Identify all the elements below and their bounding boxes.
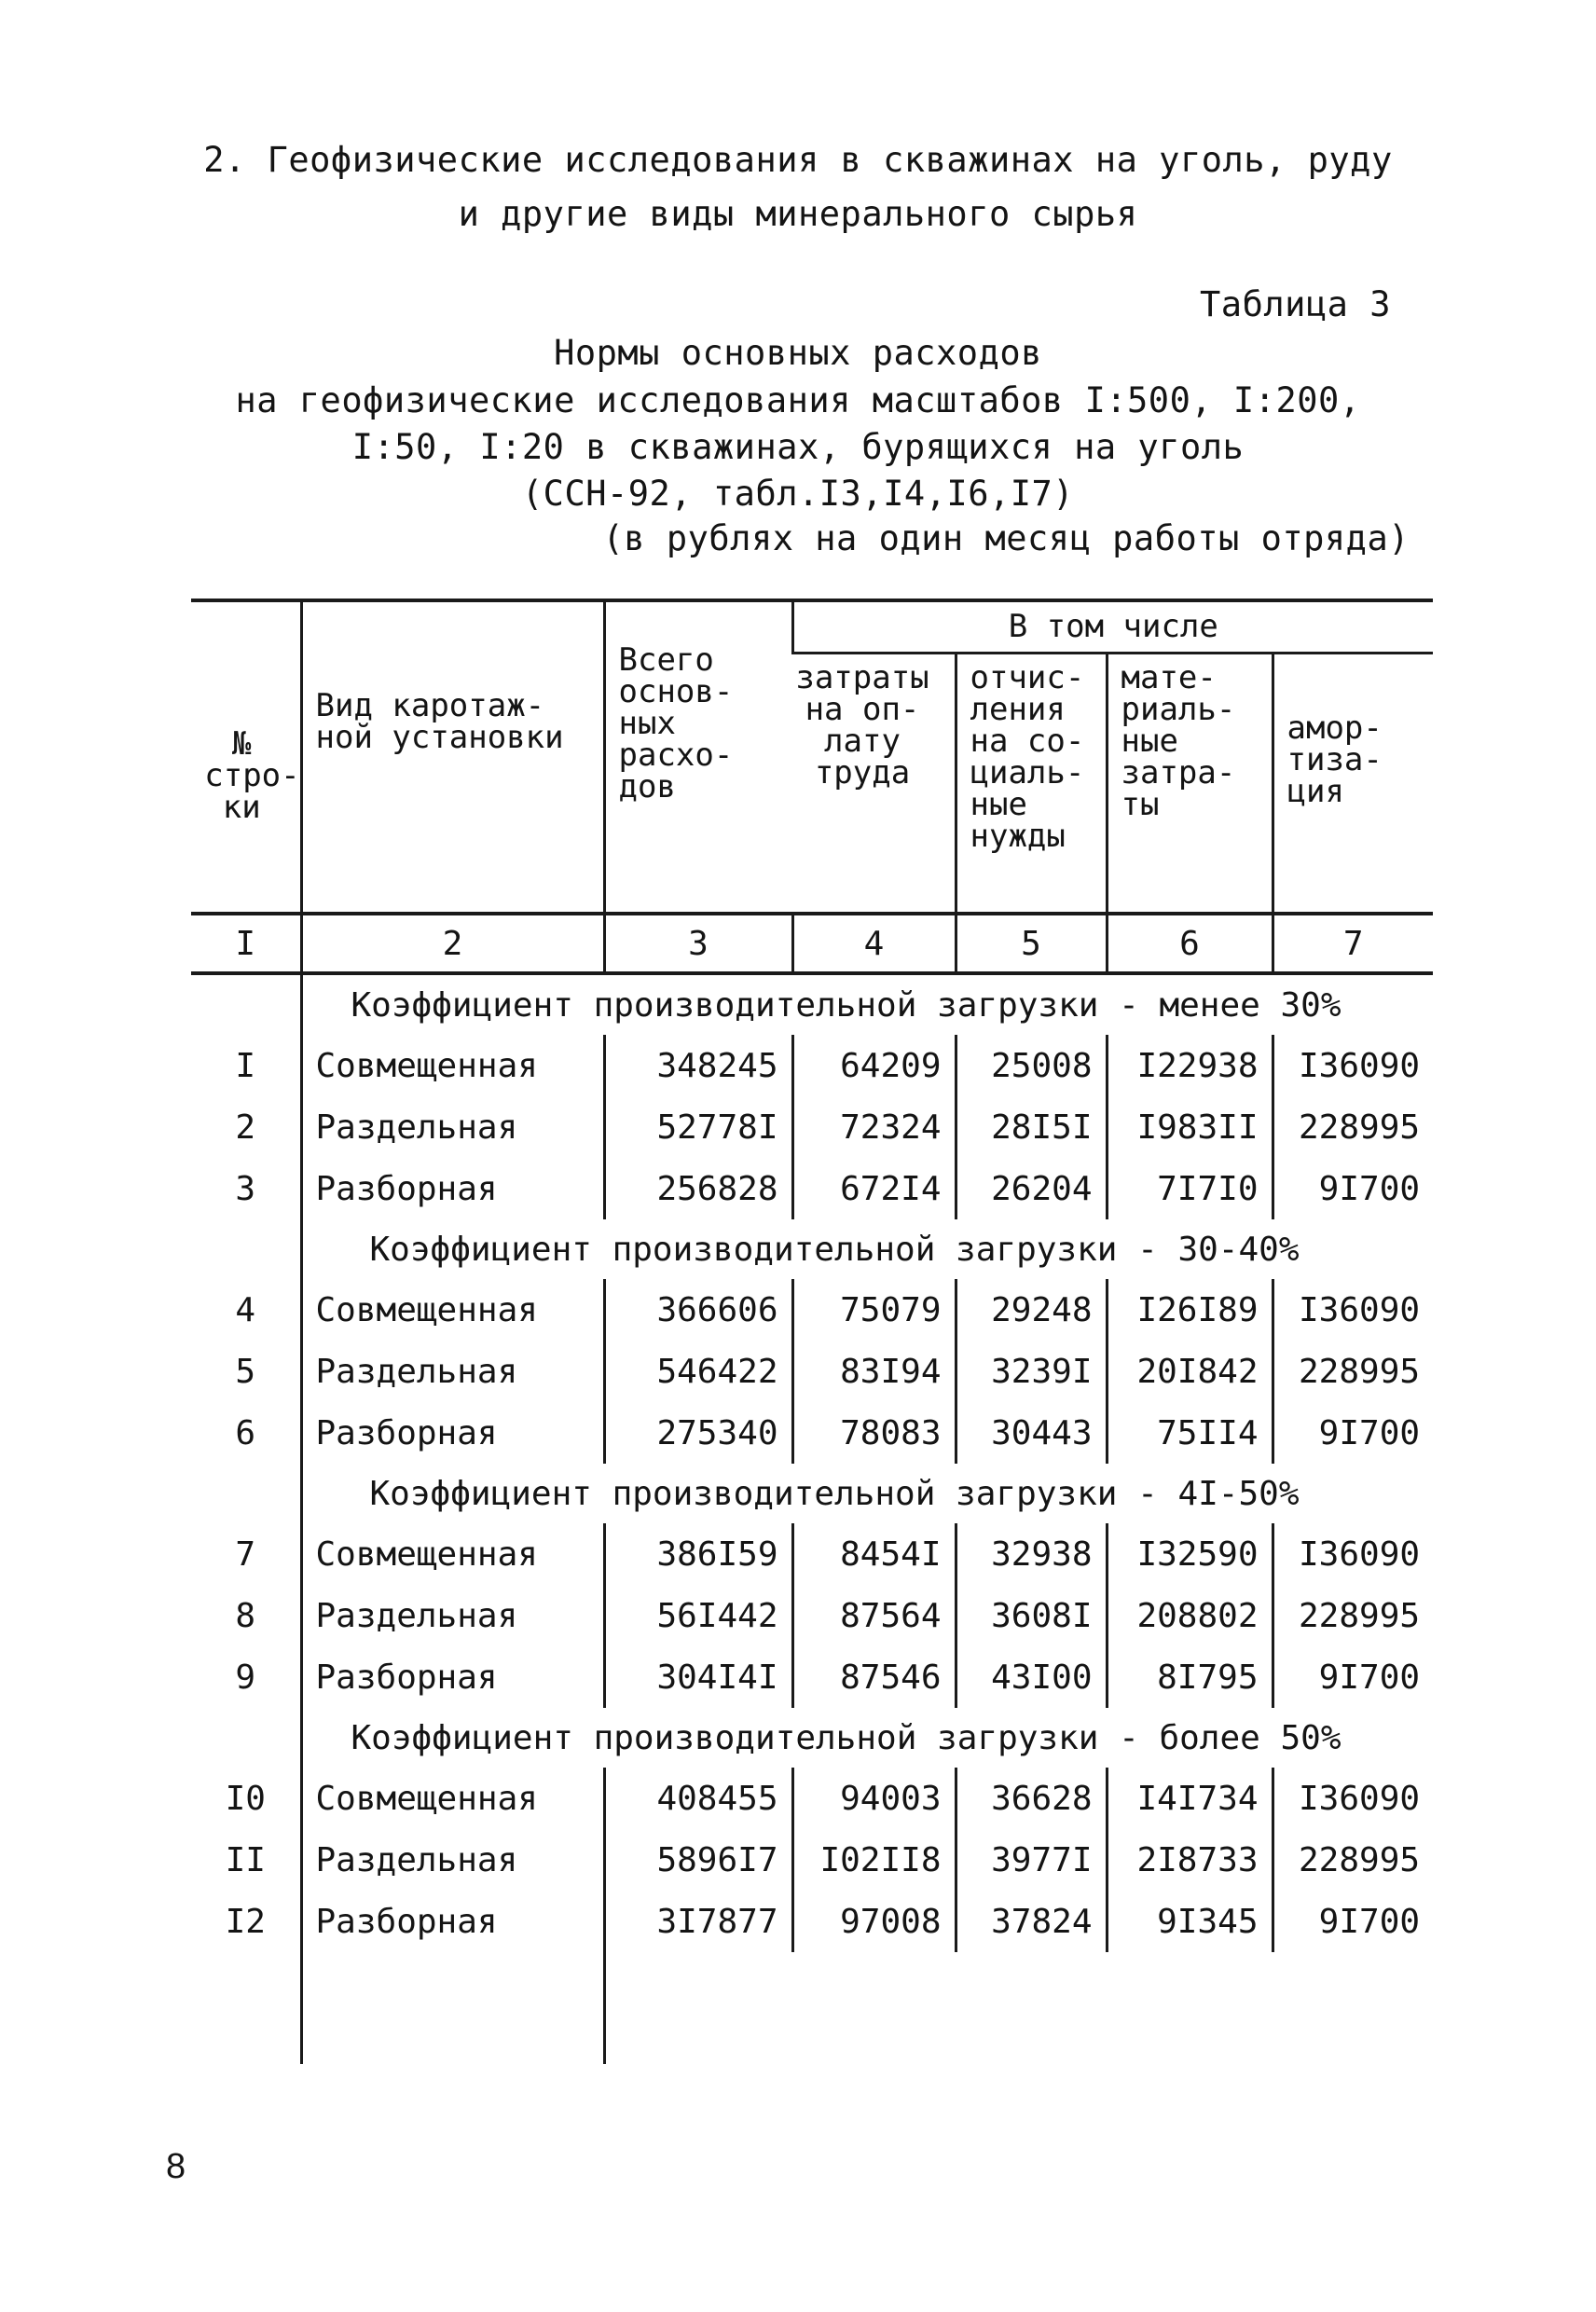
section-row xyxy=(191,1219,1433,1279)
caption-line-5: (в рублях на один месяц работы отряда) xyxy=(602,518,1410,558)
column-number: 2 xyxy=(301,914,604,973)
row-number: I2 xyxy=(225,1902,266,1941)
section-heading-line-2: и другие виды минерального сырья xyxy=(458,194,1138,234)
amortization-cell: 228995 xyxy=(1273,1829,1433,1891)
total-cell: 52778I xyxy=(604,1096,792,1158)
row-number: 5 xyxy=(235,1352,256,1391)
total-cell: 408455 xyxy=(604,1768,792,1829)
caption-line-1: Нормы основных расходов xyxy=(554,333,1042,373)
labor-cell: 87546 xyxy=(792,1646,956,1708)
column-number: 6 xyxy=(1107,914,1273,973)
amortization-cell: 9I700 xyxy=(1273,1891,1433,1952)
header-material-costs: мате-риаль-ные затра-ты xyxy=(1107,654,1273,915)
materials-cell: I4I734 xyxy=(1107,1768,1273,1829)
labor-cell: 64209 xyxy=(792,1035,956,1096)
social-cell: 43I00 xyxy=(956,1646,1107,1708)
row-number: 4 xyxy=(235,1290,256,1329)
social-cell: 37824 xyxy=(956,1891,1107,1952)
table-row xyxy=(191,1158,1433,1219)
materials-cell: 9I345 xyxy=(1107,1891,1273,1952)
materials-cell: 75II4 xyxy=(1107,1402,1273,1464)
table-row xyxy=(191,1891,1433,1952)
social-cell: 29248 xyxy=(956,1279,1107,1341)
amortization-cell: I36090 xyxy=(1273,1035,1433,1096)
social-cell: 3239I xyxy=(956,1341,1107,1402)
table-row xyxy=(191,1768,1433,1829)
section-title: Коэффициент производительной загрузки - менее 30% xyxy=(301,973,1433,1035)
materials-cell: I983II xyxy=(1107,1096,1273,1158)
social-cell: 36628 xyxy=(956,1768,1107,1829)
materials-cell: I26I89 xyxy=(1107,1279,1273,1341)
unit-type-cell: Разборная xyxy=(301,1402,604,1464)
total-cell: 546422 xyxy=(604,1341,792,1402)
total-cell: 56I442 xyxy=(604,1585,792,1646)
unit-type-cell: Раздельная xyxy=(301,1096,604,1158)
total-cell: 256828 xyxy=(604,1158,792,1219)
amortization-cell: 228995 xyxy=(1273,1585,1433,1646)
table-row xyxy=(191,1585,1433,1646)
column-number: 3 xyxy=(604,914,792,973)
row-number: 8 xyxy=(235,1596,256,1635)
section-title: Коэффициент производительной загрузки - более 50% xyxy=(301,1708,1433,1768)
amortization-cell: 9I700 xyxy=(1273,1402,1433,1464)
unit-type-cell: Совмещенная xyxy=(301,1523,604,1585)
table-row xyxy=(191,1341,1433,1402)
section-row xyxy=(191,1708,1433,1768)
materials-cell: 8I795 xyxy=(1107,1646,1273,1708)
social-cell: 25008 xyxy=(956,1035,1107,1096)
amortization-cell: 228995 xyxy=(1273,1096,1433,1158)
caption-line-4: (ССН-92, табл.I3,I4,I6,I7) xyxy=(521,474,1075,514)
table-tail xyxy=(191,1952,1433,2064)
table-label: Таблица 3 xyxy=(1200,284,1391,324)
labor-cell: 87564 xyxy=(792,1585,956,1646)
header-amortization: амор-тиза-ция xyxy=(1273,654,1433,915)
labor-cell: 8454I xyxy=(792,1523,956,1585)
labor-cell: 672I4 xyxy=(792,1158,956,1219)
row-number: 2 xyxy=(235,1108,256,1147)
header-total-costs: Всего основ-ных расхо-дов xyxy=(604,601,792,914)
total-cell: 275340 xyxy=(604,1402,792,1464)
materials-cell: 7I7I0 xyxy=(1107,1158,1273,1219)
total-cell: 304I4I xyxy=(604,1646,792,1708)
row-number: 9 xyxy=(235,1658,256,1697)
total-cell: 366606 xyxy=(604,1279,792,1341)
row-number: 7 xyxy=(235,1534,256,1574)
social-cell: 3608I xyxy=(956,1585,1107,1646)
unit-type-cell: Разборная xyxy=(301,1891,604,1952)
labor-cell: 97008 xyxy=(792,1891,956,1952)
materials-cell: 20I842 xyxy=(1107,1341,1273,1402)
unit-type-cell: Совмещенная xyxy=(301,1768,604,1829)
total-cell: 5896I7 xyxy=(604,1829,792,1891)
amortization-cell: 9I700 xyxy=(1273,1646,1433,1708)
amortization-cell: I36090 xyxy=(1273,1279,1433,1341)
labor-cell: 83I94 xyxy=(792,1341,956,1402)
header-group-including: В том числе xyxy=(792,601,1433,654)
row-number: I0 xyxy=(225,1779,266,1818)
section-row xyxy=(191,973,1433,1035)
materials-cell: I32590 xyxy=(1107,1523,1273,1585)
amortization-cell: I36090 xyxy=(1273,1523,1433,1585)
table-row xyxy=(191,1035,1433,1096)
unit-type-cell: Разборная xyxy=(301,1646,604,1708)
header-unit-type: Вид каротаж-ной установки xyxy=(301,601,604,914)
column-number: I xyxy=(191,914,301,973)
total-cell: 3I7877 xyxy=(604,1891,792,1952)
labor-cell: 94003 xyxy=(792,1768,956,1829)
amortization-cell: 228995 xyxy=(1273,1341,1433,1402)
column-number: 4 xyxy=(792,914,956,973)
labor-cell: 78083 xyxy=(792,1402,956,1464)
table-row xyxy=(191,1279,1433,1341)
labor-cell: 72324 xyxy=(792,1096,956,1158)
table-row xyxy=(191,1523,1433,1585)
table-row xyxy=(191,1829,1433,1891)
row-number: 6 xyxy=(235,1413,256,1452)
table-row xyxy=(191,1402,1433,1464)
labor-cell: 75079 xyxy=(792,1279,956,1341)
caption-line-2: на геофизические исследования масштабов I:500, I:200, xyxy=(235,380,1361,420)
column-number: 7 xyxy=(1273,914,1433,973)
unit-type-cell: Раздельная xyxy=(301,1829,604,1891)
header-row-number: № стро-ки xyxy=(204,724,300,826)
column-number: 5 xyxy=(956,914,1107,973)
row-number: II xyxy=(225,1840,266,1879)
section-row xyxy=(191,1464,1433,1523)
materials-cell: 208802 xyxy=(1107,1585,1273,1646)
unit-type-cell: Раздельная xyxy=(301,1341,604,1402)
labor-cell: I02II8 xyxy=(792,1829,956,1891)
amortization-cell: I36090 xyxy=(1273,1768,1433,1829)
total-cell: 348245 xyxy=(604,1035,792,1096)
norms-table xyxy=(191,601,1433,2064)
social-cell: 3977I xyxy=(956,1829,1107,1891)
total-cell: 386I59 xyxy=(604,1523,792,1585)
social-cell: 28I5I xyxy=(956,1096,1107,1158)
table-row xyxy=(191,1096,1433,1158)
section-title: Коэффициент производительной загрузки - 30-40% xyxy=(301,1219,1433,1279)
materials-cell: I22938 xyxy=(1107,1035,1273,1096)
unit-type-cell: Совмещенная xyxy=(301,1279,604,1341)
section-heading-line-1: 2. Геофизические исследования в скважинах на уголь, руду xyxy=(203,140,1393,180)
unit-type-cell: Раздельная xyxy=(301,1585,604,1646)
unit-type-cell: Совмещенная xyxy=(301,1035,604,1096)
unit-type-cell: Разборная xyxy=(301,1158,604,1219)
materials-cell: 2I8733 xyxy=(1107,1829,1273,1891)
header-social-deductions: отчис-ления на со-циаль-ные нужды xyxy=(956,654,1107,915)
social-cell: 32938 xyxy=(956,1523,1107,1585)
page-number: 8 xyxy=(166,2147,186,2186)
social-cell: 30443 xyxy=(956,1402,1107,1464)
social-cell: 26204 xyxy=(956,1158,1107,1219)
row-number: I xyxy=(235,1046,256,1085)
amortization-cell: 9I700 xyxy=(1273,1158,1433,1219)
caption-line-3: I:50, I:20 в скважинах, бурящихся на уголь xyxy=(351,427,1245,467)
table-row xyxy=(191,1646,1433,1708)
section-title: Коэффициент производительной загрузки - 4I-50% xyxy=(301,1464,1433,1523)
header-labor-costs: затраты на оп-лату труда xyxy=(795,659,929,791)
row-number: 3 xyxy=(235,1169,256,1208)
